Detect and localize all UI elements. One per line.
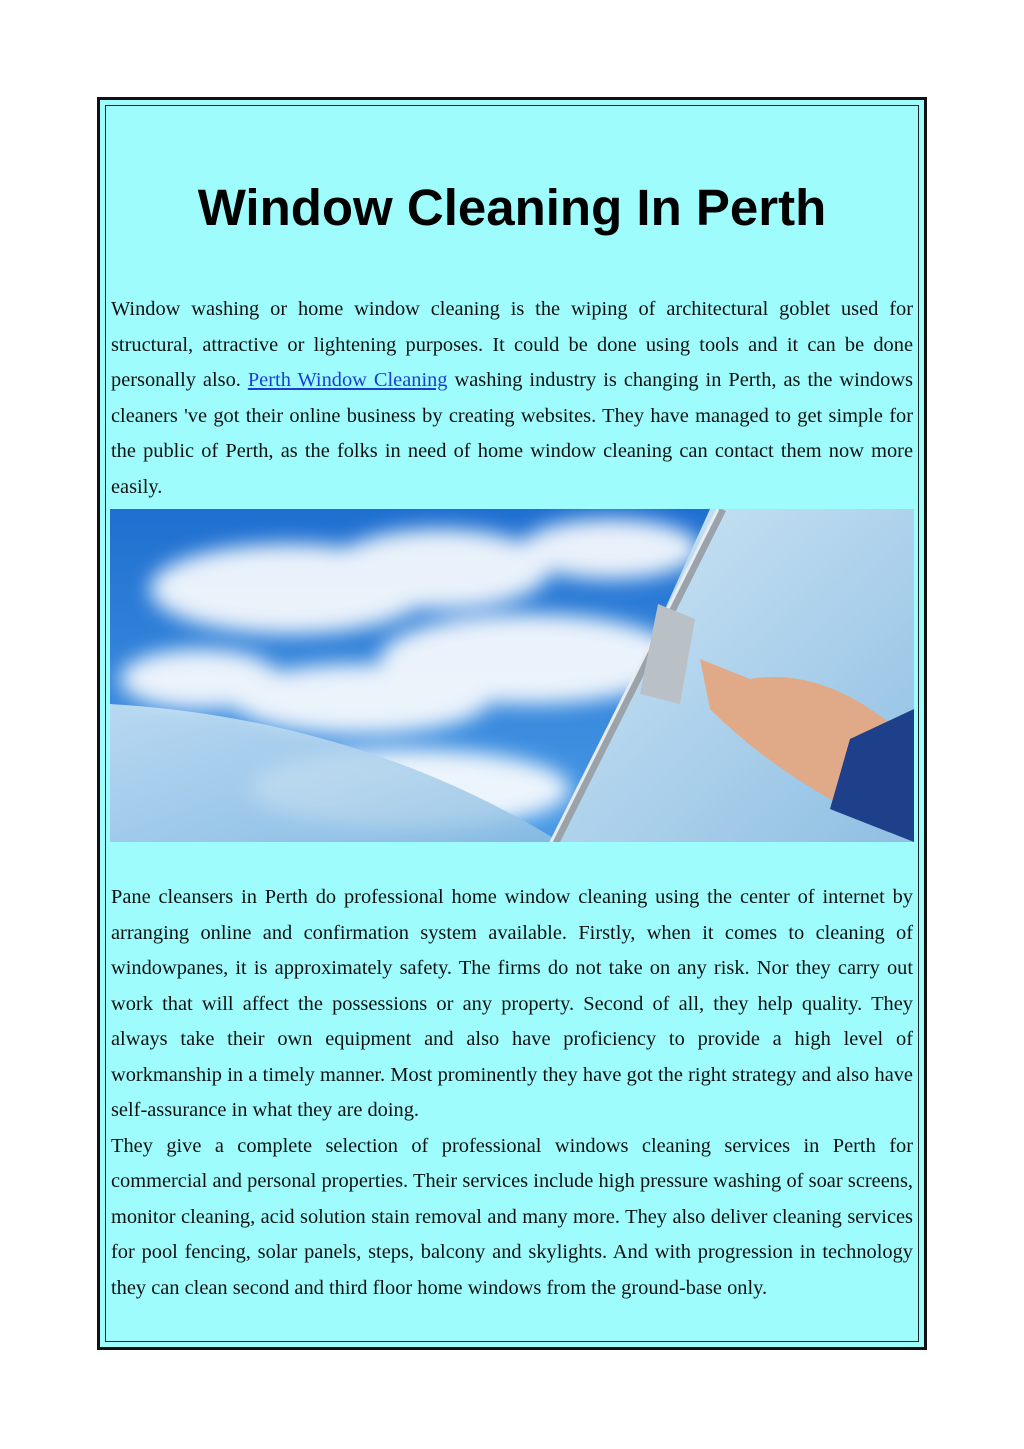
body-paragraph <box>111 880 913 1306</box>
window-cleaning-photo <box>110 509 914 842</box>
services-text: Pane cleansers in Perth do professional home window cleaning using the center of internet by arranging online and confirmation system available. Firstly, when it comes to cleaning of windowpanes, it is approximately safety. The firms do not take on any risk. Nor they carry out work that will affect the possessions or any property. Second of all, they help quality. They always take their own equipment and also have proficiency to provide a high level of workmanship in a timely manner. Most prominently they have got the right strategy and also have self-assurance in what they are doing. <box>111 886 913 1121</box>
intro-text-continued: washing industry is changing in Perth, as the windows cleaners 've got their online business by creating websites. They have managed to get simple for the public of Perth, as the folks in need of home window cleaning can contact them now more easily. <box>111 369 913 498</box>
perth-window-cleaning-link[interactable]: Perth Window Cleaning <box>247 369 448 391</box>
intro-paragraph <box>111 292 913 505</box>
intro-text: Window washing or home window cleaning is the wiping of architectural goblet used for structural, attractive or lightening purposes. It could be done using tools and it can be done personally also. <box>111 298 913 391</box>
services-list-text: They give a complete selection of professional windows cleaning services in Perth for commercial and personal properties. Their services include high pressure washing of soar screens, monitor cleaning, acid solution stain removal and many more. They also deliver cleaning services for pool fencing, solar panels, steps, balcony and skylights. And with progression in technology they can clean second and third floor home windows from the ground-base only. <box>111 1134 913 1299</box>
page-title: Window Cleaning In Perth <box>197 179 827 236</box>
